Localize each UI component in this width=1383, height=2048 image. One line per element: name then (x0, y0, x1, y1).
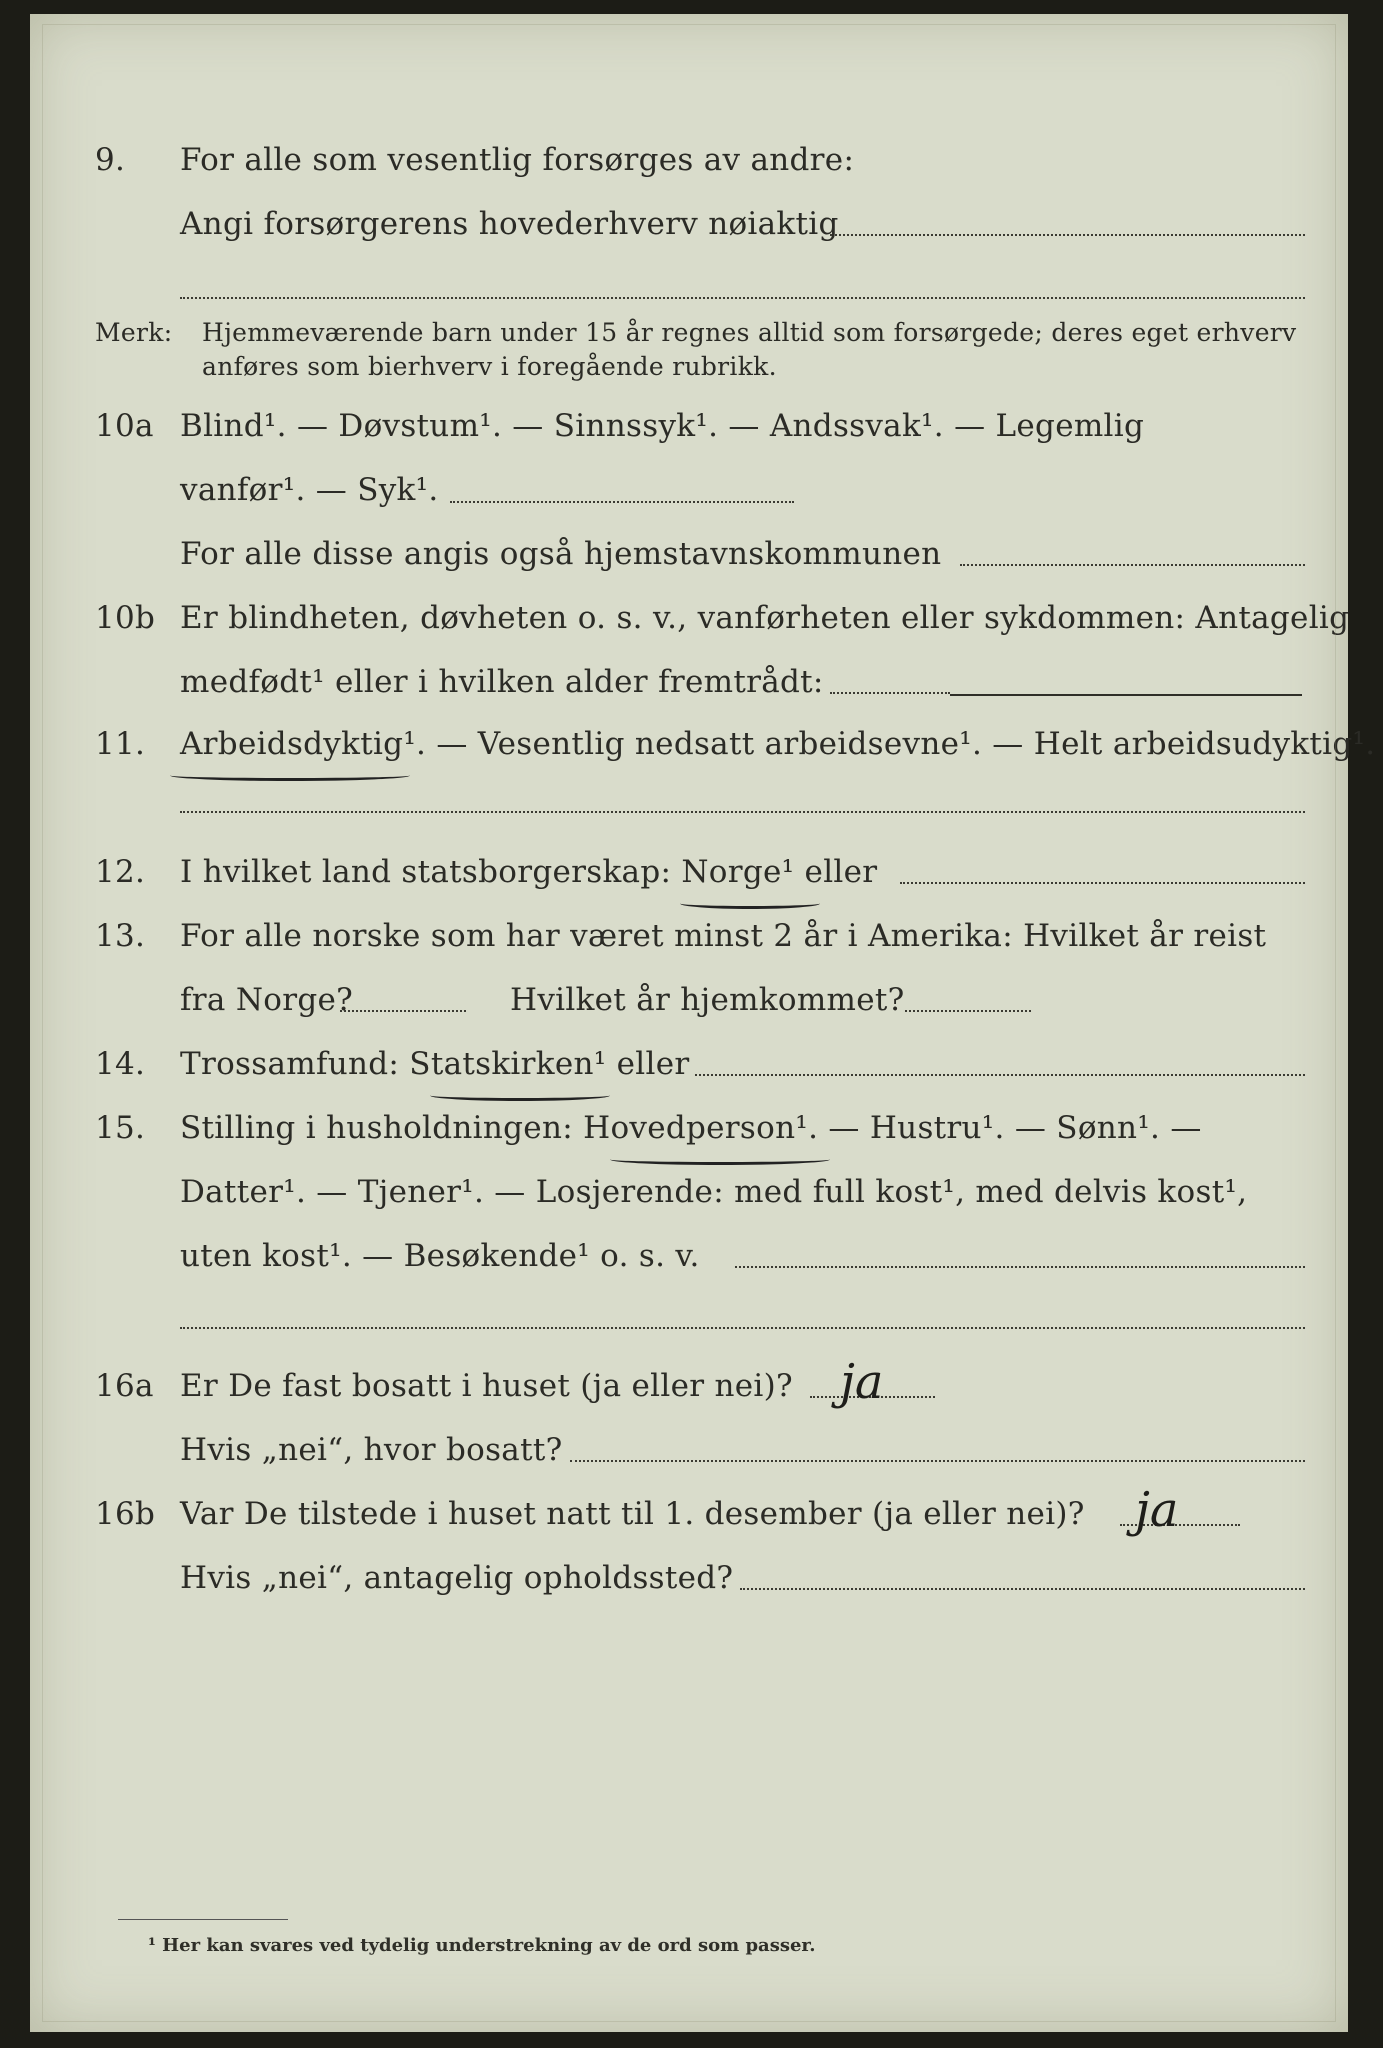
question-text: Hvis „nei“, antagelig opholdssted? (180, 1560, 734, 1596)
answer-line (810, 1396, 935, 1398)
question-text: Var De tilstede i huset natt til 1. desember (ja eller nei)? (180, 1496, 1085, 1532)
answer-line (180, 811, 1305, 813)
handwritten-underline (680, 898, 820, 909)
question-text: Arbeidsdyktig¹. — Vesentlig nedsatt arbeidsevne¹. — Helt arbeidsudyktig¹. (180, 726, 1376, 762)
handwritten-underline (610, 1154, 830, 1165)
question-text: For alle som vesentlig forsørges av andre: (180, 142, 855, 178)
answer-line (735, 1266, 1305, 1268)
question-number: 16a (95, 1368, 154, 1404)
handwritten-underline (430, 1090, 610, 1101)
answer-line (570, 1460, 1305, 1462)
note-text: Hjemmeværende barn under 15 år regnes alltid som forsørgede; deres eget erhverv (202, 318, 1297, 347)
question-number: 11. (95, 726, 146, 762)
answer-line (450, 501, 794, 503)
census-form-page (30, 14, 1376, 2032)
answer-line (830, 692, 950, 694)
answer-line (340, 1010, 466, 1012)
question-text: Trossamfund: Statskirken¹ eller (180, 1046, 690, 1082)
question-text: Blind¹. — Døvstum¹. — Sinnssyk¹. — Andssvak¹. — Legemlig (180, 408, 1145, 444)
note-label: Merk: (95, 318, 173, 347)
question-text: uten kost¹. — Besøkende¹ o. s. v. (180, 1238, 700, 1274)
answer-line (740, 1588, 1305, 1590)
question-number: 10b (95, 600, 156, 636)
answer-line (900, 882, 1305, 884)
footnote: ¹ Her kan svares ved tydelig understrekning av de ord som passer. (148, 1935, 816, 1956)
footnote-rule (118, 1919, 288, 1920)
question-number: 14. (95, 1046, 146, 1082)
question-number: 9. (95, 142, 126, 178)
question-number: 13. (95, 918, 146, 954)
question-text: fra Norge? (180, 982, 354, 1018)
handwritten-underline (170, 770, 410, 781)
answer-line (1120, 1524, 1240, 1526)
question-text: Angi forsørgerens hovederhverv nøiaktig (180, 206, 839, 242)
question-number: 15. (95, 1110, 146, 1146)
answer-line (905, 1010, 1031, 1012)
answer-line (180, 1327, 1305, 1329)
answer-line (960, 564, 1305, 566)
question-number: 16b (95, 1496, 156, 1532)
answer-line (695, 1074, 1305, 1076)
handwritten-answer: ja (840, 1354, 884, 1410)
question-number: 10a (95, 408, 154, 444)
question-text: Er De fast bosatt i huset (ja eller nei)? (180, 1368, 793, 1404)
question-text: For alle norske som har været minst 2 år i Amerika: Hvilket år reist (180, 918, 1267, 954)
question-text: Hvilket år hjemkommet? (510, 982, 905, 1018)
handwritten-answer: ja (1135, 1482, 1179, 1538)
question-text: Er blindheten, døvheten o. s. v., vanførheten eller sykdommen: Antagelig (180, 600, 1350, 636)
question-text: medfødt¹ eller i hvilken alder fremtrådt: (180, 664, 824, 700)
answer-line (180, 297, 1305, 299)
question-text: For alle disse angis også hjemstavnskommunen (180, 536, 942, 572)
question-text: Stilling i husholdningen: Hovedperson¹. — Hustru¹. — Sønn¹. — (180, 1110, 1202, 1146)
note-text: anføres som bierhverv i foregående rubrikk. (202, 352, 777, 381)
question-number: 12. (95, 854, 146, 890)
question-text: vanfør¹. — Syk¹. (180, 472, 439, 508)
answer-line (950, 694, 1302, 696)
answer-line (830, 234, 1305, 236)
question-text: Datter¹. — Tjener¹. — Losjerende: med full kost¹, med delvis kost¹, (180, 1174, 1248, 1210)
question-text: Hvis „nei“, hvor bosatt? (180, 1432, 563, 1468)
question-text: I hvilket land statsborgerskap: Norge¹ eller (180, 854, 878, 890)
